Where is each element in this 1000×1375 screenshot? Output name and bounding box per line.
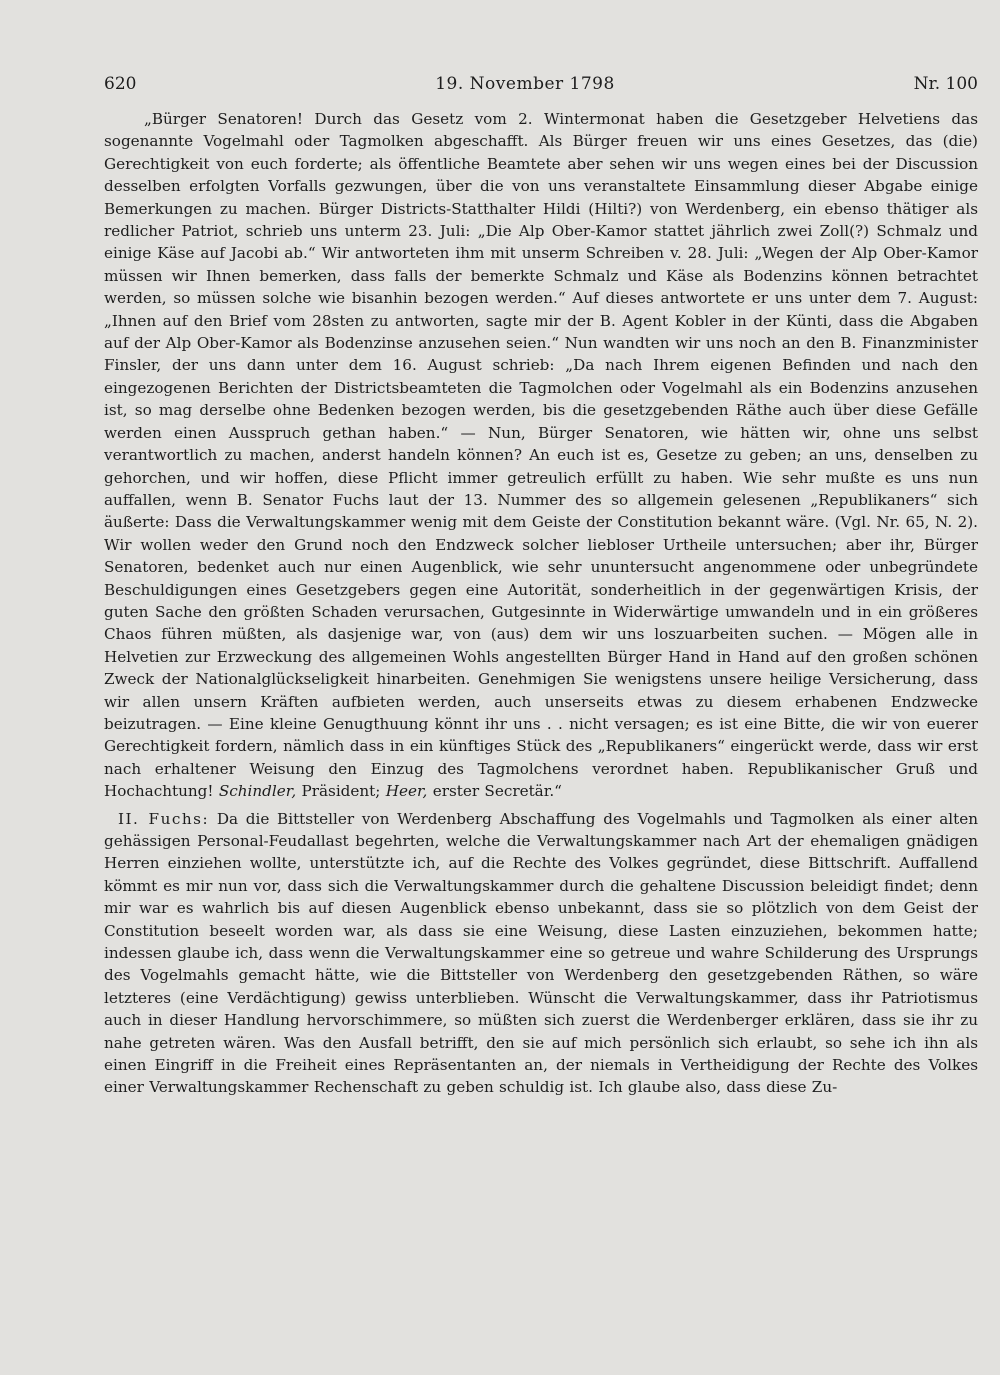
signatory-role-secretary: erster Secretär.“: [432, 782, 562, 801]
signatory-role-president: Präsident;: [301, 782, 381, 801]
document-number: Nr. 100: [913, 74, 978, 94]
speech-text: Da die Bittsteller von Werdenberg Abschaffung des Vogelmahls und Tagmolken als einer alten gehässigen Personal-Feudallast begehrten, welche die Verwaltungskammer nach Art der ehemaligen gnädigen Herren einziehen wollte, unterstützte ich, auf die Rechte des Volkes gegründet, diese Bittschrift. Auffallend kömmt es mir nun vor, dass sich die Verwaltungskammer durch die gehaltene Discussion beleidigt findet; denn mir war es wahrlich bis auf diesen Augenblick ebenso unbekannt, dass sie so plötzlich von dem Geist der Constitution beseelt worden war, als dass sie eine Weisung, diese Lasten einzuziehen, bekommen hatte; indessen glaube ich, dass wenn die Verwaltungskammer eine so getreue und wahre Schilderung des Ursprungs des Vogelmahls gemacht hätte, wie die Bittsteller von Werdenberg den gesetzgebenden Räthen, so wäre letzteres (eine Verdächtigung) gewiss unterblieben. Wünscht die Verwaltungskammer, dass ihr Patriotismus auch in dieser Handlung hervorschimmere, so müßten sich zuerst die Werdenberger erklären, dass sie ihr zu nahe getreten wären. Was den Ausfall betrifft, den sie auf mich persönlich sich erlaubt, so sehe ich ihn als einen Eingriff in die Freiheit eines Repräsentanten an, der niemals in Vertheidigung der Rechte des Volkes einer Verwaltungskammer Rechenschaft zu geben schuldig ist. Ich glaube also, dass diese Zu-: [104, 809, 979, 1097]
page-header: [104, 74, 978, 94]
paragraph-fuchs: [104, 808, 978, 1099]
paragraph-letter: [104, 108, 978, 803]
page-number: 620: [104, 74, 137, 94]
signatory-name-heer: Heer,: [385, 782, 428, 801]
header-date: 19. November 1798: [435, 74, 615, 94]
document-body: [104, 108, 978, 1099]
speaker-label: II. Fuchs:: [118, 809, 210, 828]
signatory-name-schindler: Schindler,: [218, 782, 297, 801]
letter-text: „Bürger Senatoren! Durch das Gesetz vom 2. Wintermonat haben die Gesetzgeber Helvetiens das sogenannte Vogelmahl oder Tagmolken abgeschafft. Als Bürger freuen wir uns eines Gesetzes, das (die) Gerechtigkeit von euch forderte; als öffentliche Beamtete aber sehen wir uns wegen eines bei der Discussion desselben erfolgten Vorfalls gezwungen, über die von uns veranstaltete Einsammlung dieser Abgabe einige Bemerkungen zu machen. Bürger Districts-Statthalter Hildi (Hilti?) von Werdenberg, ein ebenso thätiger als redlicher Patriot, schrieb uns unterm 23. Juli: „Die Alp Ober-Kamor stattet jährlich zwei Zoll(?) Schmalz und einige Käse auf Jacobi ab.“ Wir antworteten ihm mit unserm Schreiben v. 28. Juli: „Wegen der Alp Ober-Kamor müssen wir Ihnen bemerken, dass falls der bemerkte Schmalz und Käse als Bodenzins können betrachtet werden, so müssen solche wie bisanhin bezogen werden.“ Auf dieses antwortete er uns unter dem 7. August: „Ihnen auf den Brief vom 28sten zu antworten, sagte mir der B. Agent Kobler in der Künti, dass die Abgaben auf der Alp Ober-Kamor als Bodenzinse anzusehen seien.“ Nun wandten wir uns noch an den B. Finanzminister Finsler, der uns dann unter dem 16. August schrieb: „Da nach Ihrem eigenen Befinden und nach den eingezogenen Berichten der Districtsbeamteten die Tagmolchen oder Vogelmahl als ein Bodenzins anzusehen ist, so mag derselbe ohne Bedenken bezogen werden, bis die gesetzgebenden Räthe auch über diese Gefälle werden einen Ausspruch gethan haben.“ — Nun, Bürger Senatoren, wie hätten wir, ohne uns selbst verantwortlich zu machen, anderst handeln können? An euch ist es, Gesetze zu geben; an uns, denselben zu gehorchen, und wir hoffen, diese Pflicht immer getreulich erfüllt zu haben. Wie sehr mußte es uns nun auffallen, wenn B. Senator Fuchs laut der 13. Nummer des so allgemein gelesenen „Republikaners“ sich äußerte: Dass die Verwaltungskammer wenig mit dem Geiste der Constitution bekannt wäre. (Vgl. Nr. 65, N. 2). Wir wollen weder den Grund noch den Endzweck solcher liebloser Urtheile untersuchen; aber ihr, Bürger Senatoren, bedenket auch nur einen Augenblick, wie sehr ununtersucht angenommene oder unbegründete Beschuldigungen eines Gesetzgebers gegen eine Autorität, sonderheitlich in der gegenwärtigen Krisis, der guten Sache den größten Schaden verursachen, Gutgesinnte in Widerwärtige umwandeln und in ein größeres Chaos führen müßten, als dasjenige war, von (aus) dem wir uns loszuarbeiten suchen. — Mögen alle in Helvetien zur Erzweckung des allgemeinen Wohls angestellten Bürger Hand in Hand auf den großen schönen Zweck der Nationalglückseligkeit hinarbeiten. Genehmigen Sie wenigstens unsere heilige Versicherung, dass wir allen unsern Kräften aufbieten werden, auch unserseits etwas zu diesem erhabenen Endzwecke beizutragen. — Eine kleine Genugthuung könnt ihr uns . . nicht versagen; es ist eine Bitte, die wir von euerer Gerechtigkeit fordern, nämlich dass in ein künftiges Stück des „Republikaners“ eingerückt werde, dass wir erst nach erhaltener Weisung den Einzug des Tagmolchens verordnet haben. Republikanischer Gruß und Hochachtung!: [104, 110, 978, 801]
